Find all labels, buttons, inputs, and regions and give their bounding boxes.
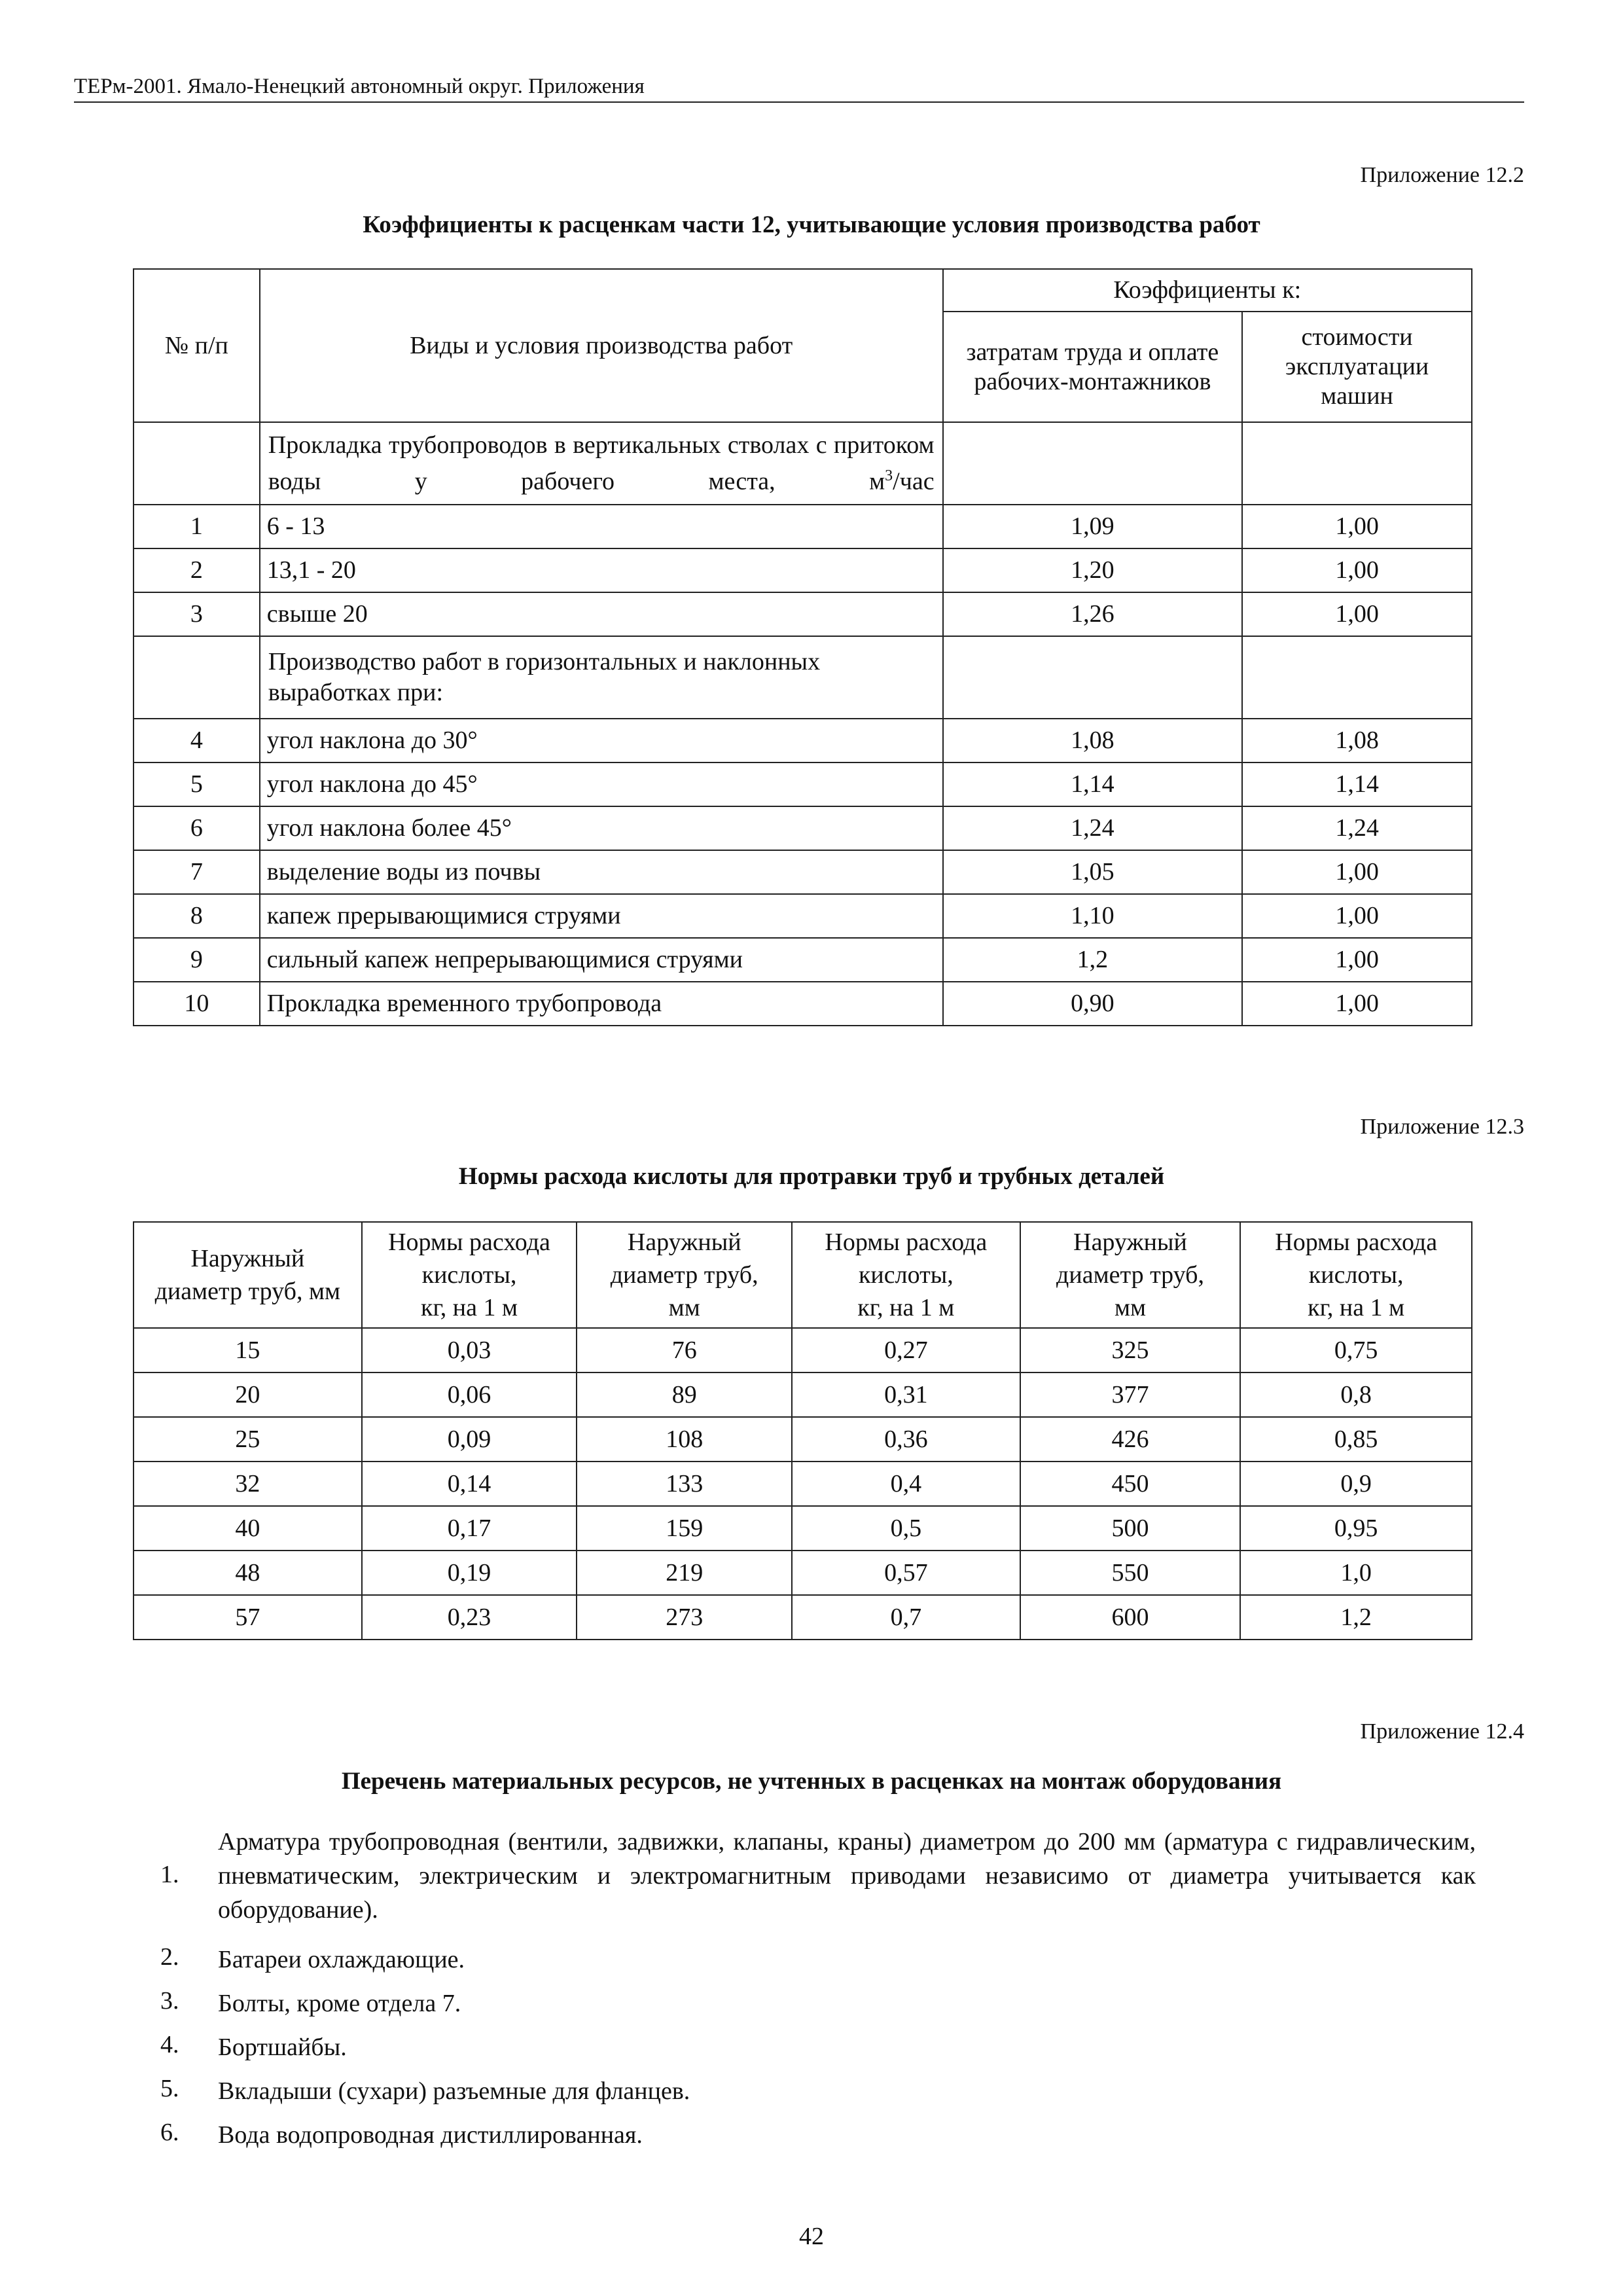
table-row: 3 свыше 20 1,26 1,00 bbox=[134, 592, 1472, 636]
table-row: 6 угол наклона более 45° 1,24 1,24 bbox=[134, 806, 1472, 850]
table-title-acid-norms: Нормы расхода кислоты для протравки труб и трубных деталей bbox=[458, 1163, 1165, 1190]
column-header: Нормы расхода кислоты, кг, на 1 м bbox=[362, 1222, 577, 1328]
group-row bbox=[134, 422, 1472, 505]
group-label: Прокладка трубопроводов в вертикальных стволах с притоком воды у рабочего места, $м^3$/час bbox=[260, 422, 943, 505]
column-header: Нормы расхода кислоты, кг, на 1 м bbox=[792, 1222, 1020, 1328]
column-header-machines: стоимости эксплуатации машин bbox=[1242, 312, 1472, 422]
table-row: 8 капеж прерывающимися струями 1,10 1,00 bbox=[134, 894, 1472, 938]
table-row: 15 0,03 76 0,27 325 0,75 bbox=[134, 1328, 1472, 1372]
page-header: ТЕРм-2001. Ямало-Ненецкий автономный округ. Приложения bbox=[74, 73, 1524, 103]
list-title-materials: Перечень материальных ресурсов, не учтенных в расценках на монтаж оборудования bbox=[341, 1768, 1282, 1795]
column-header-types: Виды и условия производства работ bbox=[260, 269, 943, 422]
table-row: 2 13,1 - 20 1,20 1,00 bbox=[134, 548, 1472, 592]
column-header-num: № п/п bbox=[134, 269, 260, 422]
table-row: 7 выделение воды из почвы 1,05 1,00 bbox=[134, 850, 1472, 894]
table-row: 32 0,14 133 0,4 450 0,9 bbox=[134, 1462, 1472, 1506]
table-row: 1 6 - 13 1,09 1,00 bbox=[134, 505, 1472, 548]
column-header: Наружный диаметр труб, мм bbox=[134, 1222, 362, 1328]
table-title-coefficients: Коэффициенты к расценкам части 12, учитывающие условия производства работ bbox=[363, 211, 1260, 238]
group-label: Производство работ в горизонтальных и наклонных выработках при: bbox=[260, 636, 943, 719]
table-row: 4 угол наклона до 30° 1,08 1,08 bbox=[134, 719, 1472, 762]
coefficients-table bbox=[133, 268, 1472, 1026]
column-header-labor: затратам труда и оплате рабочих-монтажников bbox=[943, 312, 1243, 422]
appendix-label-12-4: Приложение 12.4 bbox=[1360, 1719, 1524, 1744]
table-row: 40 0,17 159 0,5 500 0,95 bbox=[134, 1506, 1472, 1551]
table-row: 20 0,06 89 0,31 377 0,8 bbox=[134, 1372, 1472, 1417]
column-header: Наружный диаметр труб, мм bbox=[577, 1222, 792, 1328]
table-row: 25 0,09 108 0,36 426 0,85 bbox=[134, 1417, 1472, 1462]
acid-norms-table bbox=[133, 1221, 1472, 1640]
appendix-label-12-2: Приложение 12.2 bbox=[1360, 163, 1524, 187]
table-row: 5 угол наклона до 45° 1,14 1,14 bbox=[134, 762, 1472, 806]
group-row bbox=[134, 636, 1472, 719]
appendix-label-12-3: Приложение 12.3 bbox=[1360, 1115, 1524, 1139]
column-header: Наружный диаметр труб, мм bbox=[1020, 1222, 1241, 1328]
table-row: 10 Прокладка временного трубопровода 0,90 1,00 bbox=[134, 982, 1472, 1026]
list-item: 1. Арматура трубопроводная (вентили, задвижки, клапаны, краны) диаметром до 200 мм (арматура с гидравлическим, пневматическим, электрическим и электромагнитным приводами независимо от диаметра учитывается как оборудование). bbox=[160, 1828, 1476, 1924]
table-row: 48 0,19 219 0,57 550 1,0 bbox=[134, 1551, 1472, 1595]
table-row: 9 сильный капеж непрерывающимися струями 1,2 1,00 bbox=[134, 938, 1472, 982]
table-row: 57 0,23 273 0,7 600 1,2 bbox=[134, 1595, 1472, 1640]
page-number: 42 bbox=[799, 2223, 824, 2250]
column-header: Нормы расхода кислоты, кг, на 1 м bbox=[1240, 1222, 1472, 1328]
column-header-coef-group: Коэффициенты к: bbox=[943, 269, 1472, 312]
